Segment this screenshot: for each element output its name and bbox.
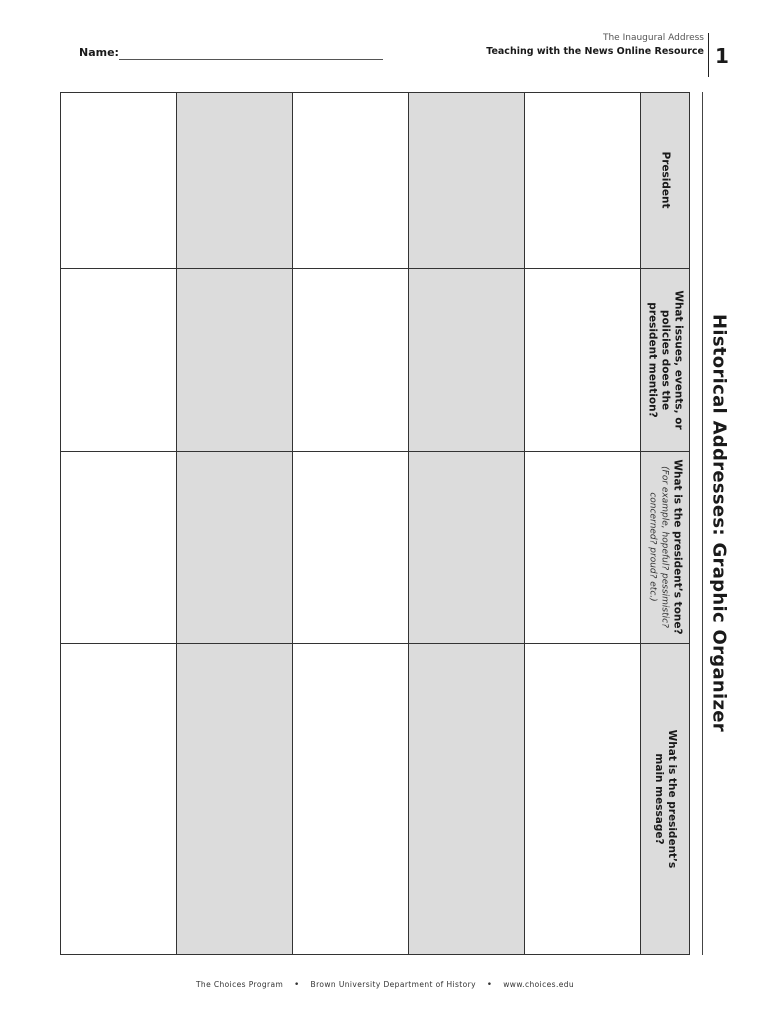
header-president: President [659, 151, 672, 209]
table-column-3[interactable] [292, 92, 408, 955]
header-cell-president [640, 92, 690, 268]
title-area [704, 92, 734, 955]
table-bottom-border [60, 954, 690, 955]
footer-separator: • [486, 980, 493, 990]
table-top-border [60, 92, 690, 93]
graphic-organizer-table [60, 92, 690, 955]
header-title: Teaching with the News Online Resource [486, 46, 704, 57]
header-tone-note: (For example, hopeful? pessimistic? concerned? proud? etc.) [647, 466, 670, 628]
table-column-5[interactable] [524, 92, 640, 955]
header-subtitle: The Inaugural Address [602, 33, 704, 43]
header-cell-tone [640, 451, 690, 643]
title-rule [702, 92, 703, 955]
header-message: What is the president’s main message? [653, 729, 678, 869]
row-divider [60, 268, 690, 269]
header-cell-issues [640, 268, 690, 451]
name-field[interactable] [119, 59, 383, 60]
row-divider [60, 451, 690, 452]
page-header [486, 32, 704, 58]
name-label: Name: [79, 46, 119, 59]
header-tone: What is the president’s tone? [671, 459, 684, 635]
document-title: Historical Addresses: Graphic Organizer [708, 314, 730, 732]
table-column-4[interactable] [408, 92, 524, 955]
page-footer [0, 980, 770, 990]
footer-program: The Choices Program [195, 980, 284, 989]
header-issues: What issues, events, or policies does the president mention? [646, 289, 685, 430]
table-column-1[interactable] [60, 92, 176, 955]
row-divider [60, 643, 690, 644]
header-divider [708, 33, 709, 77]
footer-department: Brown University Department of History [310, 980, 476, 989]
header-cell-message [640, 643, 690, 955]
page-number: 1 [715, 44, 729, 68]
footer-separator: • [294, 980, 300, 990]
table-column-2[interactable] [176, 92, 292, 955]
footer-website[interactable]: www.choices.edu [503, 980, 575, 989]
